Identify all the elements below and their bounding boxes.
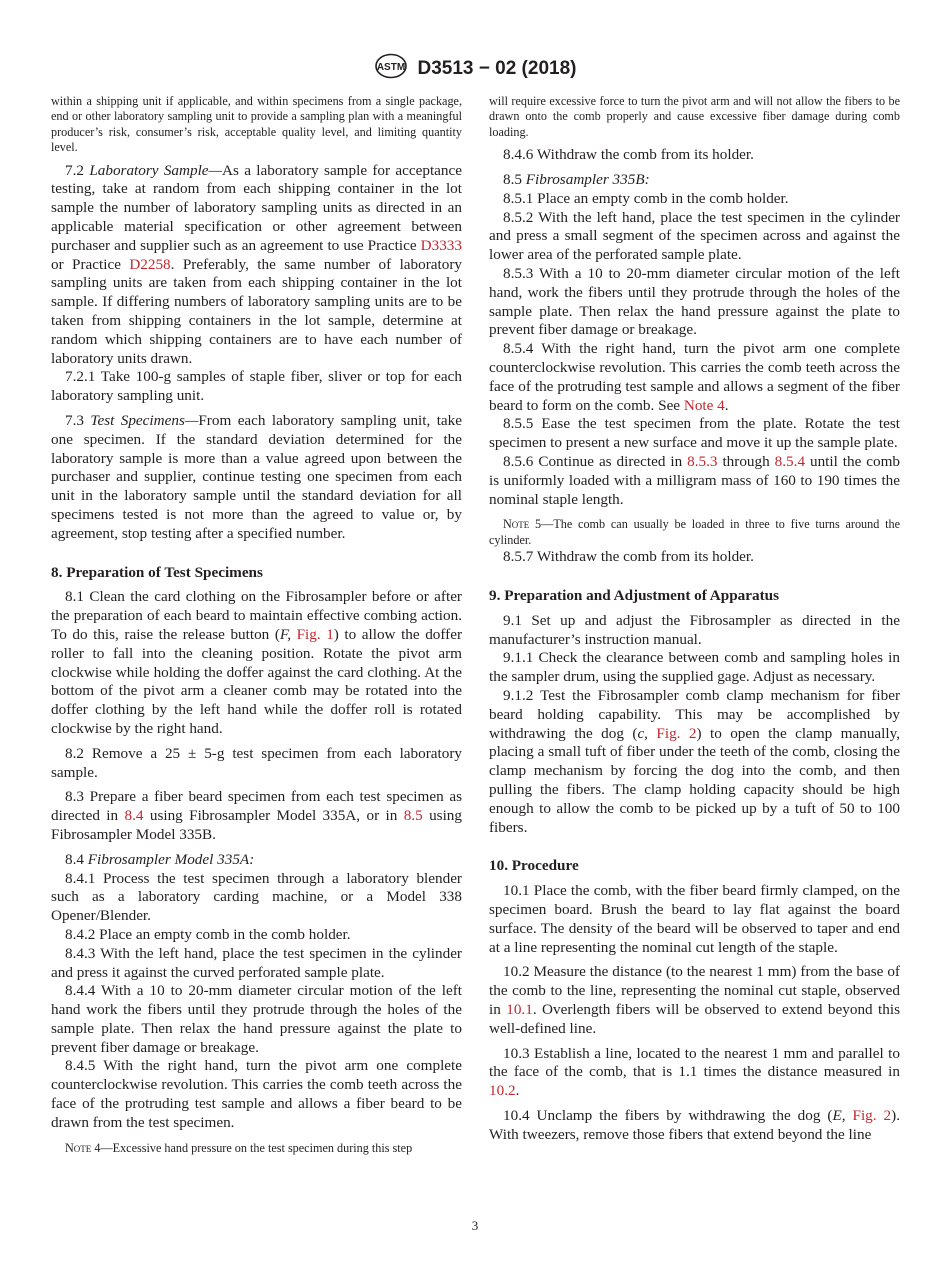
paragraph-10-1: 10.1 Place the comb, with the fiber beard firmly clamped, on the specimen board. Brush the beard to lay flat against the board surface. The density of the beard will be observed to taper and end at a line representing the nominal cut length of the staple. [489, 882, 900, 956]
link-10-1[interactable]: 10.1 [506, 1000, 533, 1018]
paragraph-8-5: 8.5 Fibrosampler 335B: [503, 171, 650, 189]
paragraph-7-2-1: 7.2.1 Take 100-g samples of staple fiber, sliver or top for each laboratory sampling unit. [51, 368, 462, 405]
paragraph-8-1: 8.1 Clean the card clothing on the Fibrosampler before or after the preparation of each beard to maintain effective combing action. To do this, raise the release button (F, Fig. 1) to allow the doffer roller to fall into the cleaning position. Rotate the pivot arm clockwise while holding the doffer against the card clothing. At the bottom of the pivot arm a cleaner comb may be rotated into the doffer clothing by the left hand while the doffer roll is rotated clockwise by the right hand. [51, 588, 463, 737]
paragraph-8-5-4: 8.5.4 With the right hand, turn the pivot arm one complete counterclockwise revolution. This carries the comb teeth across the face of the protruding test sample and allows a segment of the fiber beard to form on the comb. See Note 4. [489, 340, 900, 414]
left-column [51, 94, 462, 1156]
paragraph-10-3: 10.3 Establish a line, located to the nearest 1 mm and parallel to the face of the comb, that is 1.1 times the distance measured in 10.2. [489, 1044, 900, 1100]
paragraph-8-4-5: 8.4.5 With the right hand, turn the pivot arm one complete counterclockwise revolution. This carries the comb teeth across the face of the protruding test sample and allows a fiber beard to be drawn from the test specimen. [51, 1057, 462, 1131]
link-d3333[interactable]: D3333 [420, 236, 462, 254]
section-10-heading: 10. Procedure [489, 857, 579, 875]
section-8-heading: 8. Preparation of Test Specimens [51, 563, 263, 581]
paragraph-8-4-1: 8.4.1 Process the test specimen through a laboratory blender such as a laboratory carding machine, or a Model 338 Opener/Blender. [51, 869, 462, 925]
paragraph-10-4: 10.4 Unclamp the fibers by withdrawing the dog (E, Fig. 2). With tweezers, remove those fibers that extend beyond the line [489, 1106, 900, 1143]
link-8-4[interactable]: 8.4 [124, 807, 144, 825]
paragraph-8-5-7: 8.5.7 Withdraw the comb from its holder. [503, 548, 754, 566]
paragraph-8-5-3: 8.5.3 With a 10 to 20-mm diameter circular motion of the left hand, work the fibers until they protrude through the holes of the sample plate. Then relax the hand pressure against the plate to prevent fiber damage or breakage. [489, 265, 900, 339]
paragraph-7-3: 7.3 Test Specimens—From each laboratory sampling unit, take one specimen. If the standard deviation determined for the laboratory sample is more than a value agreed upon between the purchaser and supplier, continue testing one specimen from each unit in the laboratory sample until the standard deviation for all specimens tested is not more than the agreed to value or, by agreement, stop testing after a specified number. [51, 411, 463, 542]
paragraph-8-5-5: 8.5.5 Ease the test specimen from the plate. Rotate the test specimen to present a new surface and move it up the sample plate. [489, 415, 900, 452]
paragraph-9-1-1: 9.1.1 Check the clearance between comb and sampling holes in the sampler drum, using the supplied gage. Adjust as necessary. [489, 649, 900, 686]
link-10-2[interactable]: 10.2 [489, 1082, 516, 1100]
paragraph-8-5-2: 8.5.2 With the left hand, place the test specimen in the cylinder and press a small segment of the specimen across and against the lower area of the perforated sample plate. [489, 208, 900, 264]
paragraph-8-5-1: 8.5.1 Place an empty comb in the comb holder. [503, 189, 789, 207]
svg-text:ASTM: ASTM [376, 62, 405, 73]
paragraph-7-1-continued: within a shipping unit if applicable, and within specimens from a single package, end or other laboratory sampling unit to provide a sampling plan with a meaningful producer’s risk, consumer’s risk, acceptable quality level, and limiting quantity level. [51, 94, 462, 155]
link-note-4[interactable]: Note 4 [683, 396, 725, 414]
link-fig-2-second[interactable]: Fig. 2 [852, 1106, 892, 1124]
paragraph-8-4-4: 8.4.4 With a 10 to 20-mm diameter circular motion of the left hand work the fibers until they protrude through the holes of the sample plate. Then relax the hand pressure against the plate to prevent fiber damage or breakage. [51, 982, 462, 1056]
link-8-5-4[interactable]: 8.5.4 [774, 452, 806, 470]
paragraph-8-4: 8.4 Fibrosampler Model 335A: [65, 850, 255, 868]
paragraph-8-4-6: 8.4.6 Withdraw the comb from its holder. [503, 146, 754, 164]
link-fig-2[interactable]: Fig. 2 [656, 724, 697, 742]
note-4-continued: will require excessive force to turn the pivot arm and will not allow the fibers to be drawn onto the comb properly and cause excessive fiber damage during comb loading. [489, 94, 900, 139]
note-4: Note 4—Excessive hand pressure on the test specimen during this step [65, 1140, 413, 1155]
link-8-5[interactable]: 8.5 [403, 807, 423, 825]
paragraph-10-2: 10.2 Measure the distance (to the nearest 1 mm) from the base of the comb to the line, representing the nominal cut staple, observed in 10.1. Overlength fibers will be observed to extend beyond this well-defined line. [489, 963, 900, 1037]
paragraph-7-2: 7.2 Laboratory Sample—As a laboratory sample for acceptance testing, take at random from each shipping container in the lot sample the number of laboratory sampling units as directed in an applicable material specification or other agreement between purchaser and supplier such as an agreement to use Practice D3333 or Practice D2258. Preferably, the same number of laboratory sampling units are taken from each shipping container in the lot sample. If differing numbers of laboratory sampling units are to be taken from shipping containers in the lot sample, determine at random which shipping containers are to have each number of laboratory units drawn. [51, 161, 462, 367]
page-number: 3 [471, 1218, 479, 1233]
paragraph-8-2: 8.2 Remove a 25 ± 5-g test specimen from each laboratory sample. [51, 744, 462, 781]
note-5: Note 5—The comb can usually be loaded in three to five turns around the cylinder. [489, 517, 900, 547]
link-8-5-3[interactable]: 8.5.3 [687, 452, 718, 470]
link-fig-1[interactable]: Fig. 1 [296, 625, 334, 643]
astm-logo-icon [374, 53, 408, 84]
paragraph-8-4-2: 8.4.2 Place an empty comb in the comb holder. [65, 925, 351, 943]
document-designation: D3513 − 02 (2018) [417, 57, 577, 79]
section-9-heading: 9. Preparation and Adjustment of Apparatus [489, 586, 779, 604]
right-column [489, 94, 900, 1144]
page-header [0, 53, 950, 84]
paragraph-9-1: 9.1 Set up and adjust the Fibrosampler as directed in the manufacturer’s instruction manual. [489, 611, 900, 648]
paragraph-8-5-6: 8.5.6 Continue as directed in 8.5.3 through 8.5.4 until the comb is uniformly loaded with a milligram mass of 160 to 190 times the nominal staple length. [489, 452, 900, 508]
paragraph-8-4-3: 8.4.3 With the left hand, place the test specimen in the cylinder and press it against the curved perforated sample plate. [51, 944, 462, 981]
paragraph-9-1-2: 9.1.2 Test the Fibrosampler comb clamp mechanism for fiber beard holding capability. This may be accomplished by withdrawing the dog (c, Fig. 2) to open the clamp manually, placing a small tuft of fiber under the teeth of the comb, closing the clamp mechanism by forcing the dog into the comb, and then pulling the fibers. The clamp holding capacity should be high enough to allow the comb to be picked up by a tuft of 50 to 100 fibers. [489, 686, 900, 836]
paragraph-8-3: 8.3 Prepare a fiber beard specimen from each test specimen as directed in 8.4 using Fibrosampler Model 335A, or in 8.5 using Fibrosampler Model 335B. [51, 788, 462, 843]
link-d2258[interactable]: D2258 [129, 255, 171, 273]
